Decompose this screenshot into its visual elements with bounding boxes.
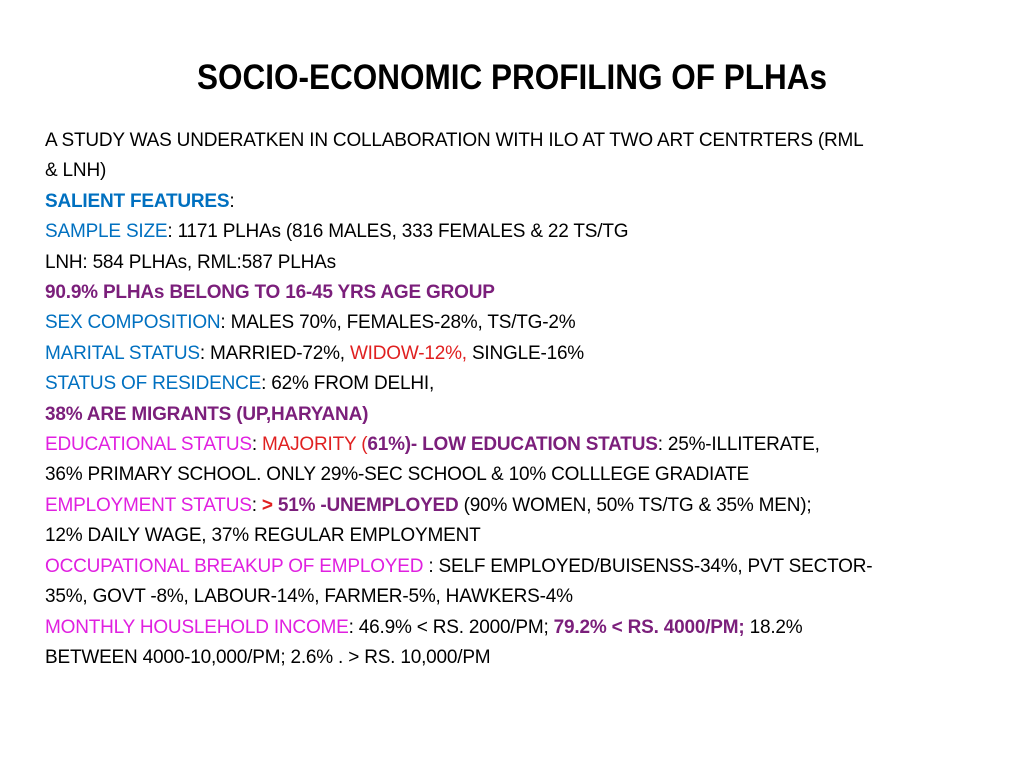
- residence-text: : 62% FROM DELHI,: [261, 373, 435, 395]
- income-line-2: BETWEEN 4000-10,000/PM; 2.6% . > RS. 10,000/PM: [45, 646, 491, 668]
- occupation-line: [45, 552, 990, 582]
- migrants-line: 38% ARE MIGRANTS (UP,HARYANA): [45, 403, 369, 425]
- income-line: [45, 613, 990, 643]
- residence-line: [45, 369, 990, 399]
- employment-line: [45, 491, 990, 521]
- intro-line-1: A STUDY WAS UNDERATKEN IN COLLABORATION WITH ILO AT TWO ART CENTRTERS (RML: [45, 130, 864, 151]
- marital-status-line: [45, 339, 990, 369]
- intro-line-2: & LNH): [45, 160, 107, 182]
- employment-gt: >: [261, 494, 278, 516]
- salient-features-colon: :: [229, 190, 235, 212]
- employment-line-2: 12% DAILY WAGE, 37% REGULAR EMPLOYMENT: [45, 525, 481, 547]
- residence-label: STATUS OF RESIDENCE: [45, 373, 262, 395]
- marital-status-label: MARITAL STATUS: [45, 342, 200, 364]
- slide-body: [45, 126, 990, 673]
- sex-composition-line: [45, 308, 990, 338]
- sample-size-label: SAMPLE SIZE: [45, 221, 168, 243]
- occupation-line-2: 35%, GOVT -8%, LABOUR-14%, FARMER-5%, HAWKERS-4%: [45, 586, 573, 608]
- slide-title: SOCIO-ECONOMIC PROFILING OF PLHAs: [196, 58, 828, 97]
- education-colon: :: [251, 434, 263, 456]
- education-text: : 25%-ILLITERATE,: [657, 434, 820, 456]
- education-label: EDUCATIONAL STATUS: [45, 434, 252, 456]
- sex-composition-label: SEX COMPOSITION: [45, 312, 221, 334]
- education-line: [45, 430, 990, 460]
- salient-features-line: [45, 187, 990, 217]
- education-low-status: 61%)- LOW EDUCATION STATUS: [367, 434, 658, 456]
- income-highlight: 79.2% < RS. 4000/PM;: [553, 616, 745, 638]
- income-text-2: 18.2%: [744, 616, 803, 638]
- employment-label: EMPLOYMENT STATUS: [45, 494, 252, 516]
- occupation-text: : SELF EMPLOYED/BUISENSS-34%, PVT SECTOR-: [423, 555, 873, 577]
- employment-text: (90% WOMEN, 50% TS/TG & 35% MEN);: [458, 494, 812, 516]
- employment-unemployed: 51% -UNEMPLOYED: [277, 494, 459, 516]
- income-label: MONTHLY HOUSLEHOLD INCOME: [45, 616, 349, 638]
- age-group-line: 90.9% PLHAs BELONG TO 16-45 YRS AGE GROUP: [45, 282, 495, 304]
- employment-colon: :: [251, 494, 262, 516]
- sample-size-line: [45, 217, 990, 247]
- salient-features-label: SALIENT FEATURES: [45, 190, 230, 212]
- marital-status-text-2: SINGLE-16%: [466, 342, 585, 364]
- education-line-2: 36% PRIMARY SCHOOL. ONLY 29%-SEC SCHOOL & 10% COLLLEGE GRADIATE: [45, 464, 750, 486]
- sex-composition-text: : MALES 70%, FEMALES-28%, TS/TG-2%: [220, 312, 576, 334]
- income-text-1: : 46.9% < RS. 2000/PM;: [348, 616, 554, 638]
- education-majority: MAJORITY (: [262, 434, 368, 456]
- widow-text: WIDOW-12%,: [349, 342, 467, 364]
- sample-size-text: : 1171 PLHAs (816 MALES, 333 FEMALES & 22 TS/TG: [167, 221, 629, 243]
- occupation-label: OCCUPATIONAL BREAKUP OF EMPLOYED: [45, 555, 424, 577]
- marital-status-text-1: : MARRIED-72%,: [199, 342, 350, 364]
- sample-centers-line: LNH: 584 PLHAs, RML:587 PLHAs: [45, 251, 336, 273]
